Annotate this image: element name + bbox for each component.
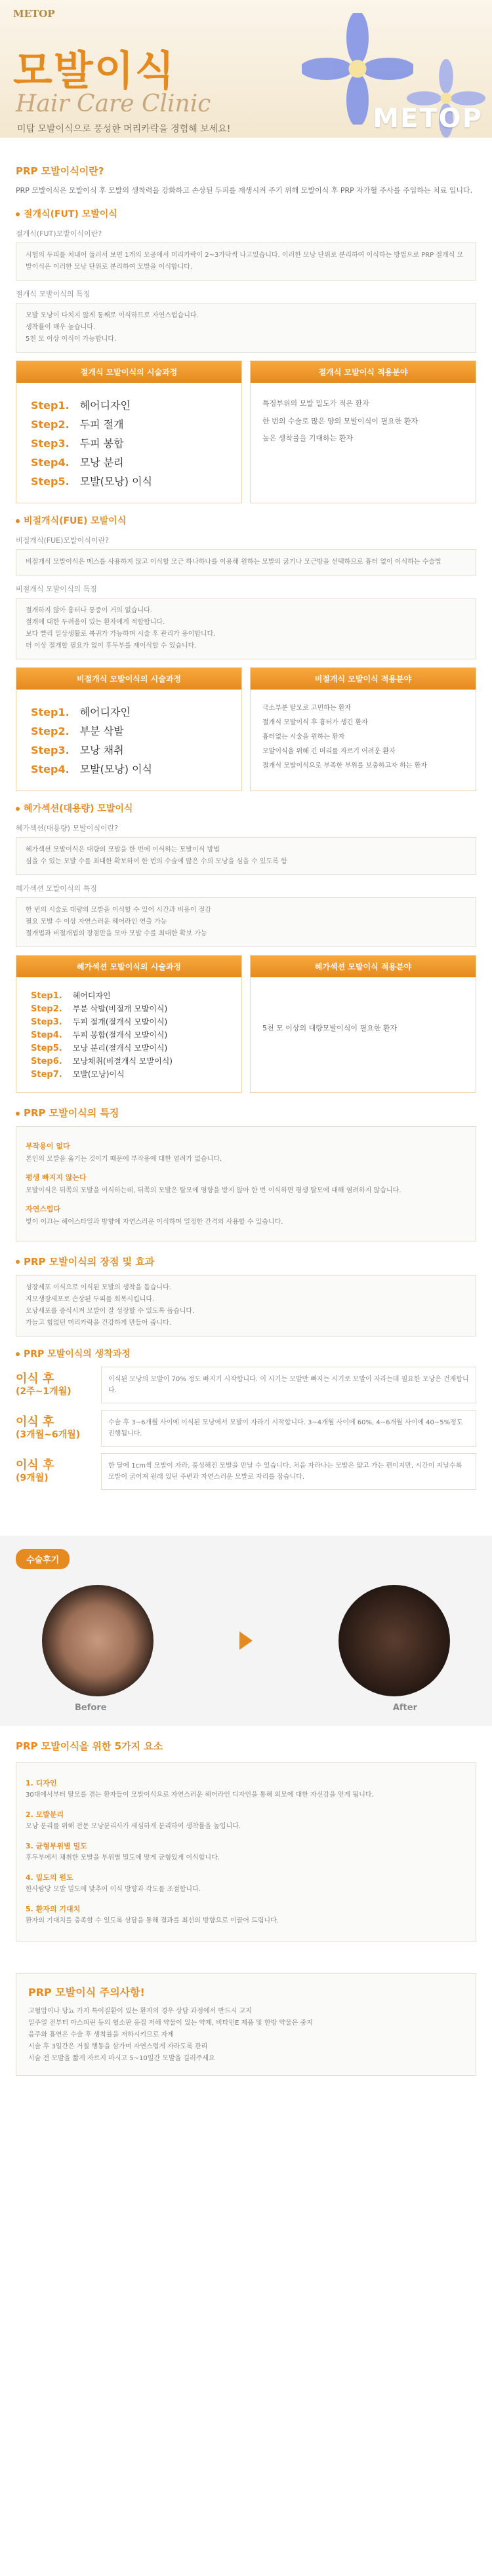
step-num: Step4.	[31, 1030, 62, 1041]
step	[31, 416, 227, 431]
step	[31, 435, 227, 450]
bullet-icon	[16, 1112, 20, 1116]
step	[31, 1068, 227, 1080]
bullet-icon	[16, 807, 20, 811]
step-num: Step3.	[31, 437, 70, 450]
timeline-range: (2주~1개월)	[16, 1386, 72, 1397]
fue-recommend	[250, 667, 476, 791]
list-item: 흉터없는 시술을 원하는 환자	[262, 733, 345, 741]
fut-heading-text: 절개식(FUT) 모발이식	[24, 209, 117, 220]
step-num: Step4.	[31, 456, 70, 469]
page-title: 모발이식	[13, 47, 176, 94]
step-num: Step7.	[31, 1070, 62, 1080]
list-item: 생착률이 매우 높습니다.	[26, 324, 96, 332]
timeline-label: 이식 후	[16, 1415, 54, 1430]
step	[31, 1042, 227, 1053]
mega-recommend-list	[251, 977, 476, 1050]
prp-adv-box	[16, 1275, 476, 1337]
list-item: 모낭세포를 증식시켜 모발이 잘 성장할 수 있도록 돕습니다.	[26, 1307, 195, 1315]
fue-panels	[16, 667, 476, 791]
review-images	[42, 1585, 450, 1696]
element-item	[26, 1871, 466, 1895]
step-label: 모낭 분리	[79, 456, 124, 469]
page-subtitle: Hair Care Clinic	[16, 90, 211, 117]
list-item: 더 이상 절개할 필요가 없이 후두부를 재이식할 수 있습니다.	[26, 642, 197, 650]
logo[interactable]: METOP	[13, 8, 55, 20]
hero-banner	[0, 0, 492, 138]
fut-recommend-list	[251, 383, 476, 460]
intro-text: PRP 모발이식은 모발이식 후 모발의 생착력을 강화하고 손상된 두피를 재생시켜 주기 위해 모발이식 후 PRP 자가혈 주사를 주입하는 치료 입니다.	[16, 186, 473, 195]
list-item: 필요 모발 수 이상 자연스러운 헤어라인 연출 가능	[26, 918, 167, 926]
step-num: Step5.	[31, 1044, 62, 1054]
intro-heading: PRP 모발이식이란?	[16, 165, 104, 177]
step-label: 두피 절개(절개식 모발이식)	[72, 1017, 168, 1027]
fut-steps	[16, 383, 241, 503]
feature	[26, 1171, 466, 1196]
list-item: 절개식 모발이식 후 흉터가 생긴 환자	[262, 719, 368, 727]
list-item: 절개에 대한 두려움이 있는 환자에게 적합합니다.	[26, 619, 165, 627]
step-label: 부분 삭발	[79, 725, 124, 738]
list-item: 5천 모 이상의 대량모발이식이 필요한 환자	[262, 1024, 398, 1033]
feature-desc: 빛이 이끄는 헤어스타일과 방향에 자연스러운 이식하며 일정한 간격의 사용할 수 있습니다.	[26, 1218, 283, 1226]
mega-steps	[16, 977, 241, 1092]
fut-heading	[16, 207, 476, 220]
mega-feats	[16, 897, 476, 947]
list-item: 극소부분 탈모로 고민하는 환자	[262, 705, 352, 712]
list-item: 고혈압이나 당뇨 가지 특이질환이 있는 환자의 경우 상담 과정에서 반드시 고지	[28, 2007, 252, 2015]
after-label: After	[392, 1702, 417, 1713]
step	[31, 397, 227, 412]
after-image	[338, 1585, 450, 1696]
feature	[26, 1203, 466, 1228]
step-label: 모낭채취(비절개식 모발이식)	[72, 1057, 173, 1066]
timeline-text: 한 달에 1cm씩 모발이 자라, 풍성해진 모발을 만날 수 있습니다. 처음 자라나는 모발은 얇고 가는 편이지만, 시간이 지날수록 모발이 굵어져 원래 있던 주변과 자연스러운 모발로 자리를 잡습니다.	[101, 1453, 476, 1490]
list-item: 가늘고 힘없던 머리카락을 건강하게 만들어 줍니다.	[26, 1319, 171, 1327]
step-num: Step2.	[31, 1004, 62, 1015]
caution-heading: PRP 모발이식 주의사항!	[28, 1985, 145, 1999]
before-label: Before	[75, 1702, 107, 1713]
review-section	[0, 1536, 492, 1726]
step	[31, 704, 227, 719]
element-item	[26, 1808, 466, 1832]
step-num: Step5.	[31, 475, 70, 488]
step-num: Step4.	[31, 763, 70, 776]
element-title: 3. 균형부위별 밀도	[26, 1841, 87, 1850]
fue-desc: 비절개식 모발이식은 메스를 사용하지 않고 이식할 모근 하나하나를 이용해 원하는 모발의 굵기나 모근방을 선택하므로 흉터 없이 이식하는 수술법	[16, 549, 476, 576]
list-item: 절개법과 비절개법의 장점만을 모아 모발 수를 최대한 확보 가능	[26, 930, 207, 938]
prp-adv-heading	[16, 1255, 476, 1268]
step-label: 부분 삭발(비절개 모발이식)	[72, 1004, 168, 1014]
step-label: 모낭 분리(절개식 모발이식)	[72, 1044, 168, 1053]
step-label: 두피 봉합(절개식 모발이식)	[72, 1030, 168, 1040]
step-label: 모발(모낭)이식	[72, 1070, 125, 1080]
list-item: 시술 전 모발을 짧게 자르지 마시고 5~10일간 모발을 길러주세요	[28, 2054, 215, 2062]
step-label: 헤어디자인	[79, 706, 131, 719]
elements-box	[16, 1762, 476, 1942]
list-item: 성장세포 이식으로 이식된 모발의 생착을 돕습니다.	[26, 1283, 171, 1291]
fut-desc: 시험의 두피를 처내어 둘러서 보면 1개의 모공에서 머리카락이 2~3가닥씩 나고있습니다. 이러한 모낭 단위로 분리하여 이식하는 방법으로 PRP 절개식 모발이식은 이러한 모낭 단위로 분리하여 모발을 이식합니다.	[16, 243, 476, 281]
list-item: 한 번의 시술로 대량의 모발을 이식할 수 있어 시간과 비용이 절감	[26, 907, 211, 914]
fue-process-title: 비절개식 모발이식의 시술과정	[16, 668, 241, 690]
feature-title: 평생 빠지지 않는다	[26, 1173, 87, 1182]
feature-desc: 모발이식은 뒤쪽의 모발을 이식하는데, 뒤쪽의 모발은 탈모에 영향을 받지 않아 한 번 이식하면 평생 탈모에 대해 염려하지 않습니다.	[26, 1186, 401, 1194]
timeline-heading	[16, 1347, 476, 1360]
mega-desc: 혜가섹션 모발이식은 대량의 모발을 한 번에 이식하는 모발이식 방법 심을 수 있는 모발 수를 최대한 확보하여 한 번의 수술에 많은 수의 모낭을 심을 수 있도록 함	[16, 837, 476, 875]
bullet-icon	[16, 1352, 20, 1356]
mega-heading-text: 혜가섹션(대용량) 모발이식	[24, 804, 133, 815]
timeline-when	[16, 1372, 101, 1397]
page-desc: 미탑 모발이식으로 풍성한 머리카락을 경험해 보세요!	[17, 124, 231, 134]
element-desc: 모낭 분리를 위해 전문 모낭분리사가 세심하게 분리하여 생착률을 높입니다.	[26, 1822, 241, 1830]
list-item: 일주일 전부터 아스피린 등의 혈소판 응집 저해 약물이 있는 약제, 비타민E 제품 및 한방 약물은 중지	[28, 2019, 313, 2027]
fue-heading-text: 비절개식(FUE) 모발이식	[24, 516, 127, 527]
step-label: 헤어디자인	[79, 399, 131, 412]
main-content	[0, 138, 492, 1510]
fue-recommend-title: 비절개식 모발이식 적용분야	[251, 668, 476, 690]
element-item	[26, 1840, 466, 1864]
feature-desc: 본인의 모발을 옮기는 것이기 때문에 부작용에 대한 염려가 없습니다.	[26, 1156, 222, 1163]
step	[31, 723, 227, 738]
mega-recommend-title: 혜가섹션 모발이식 적용분야	[251, 956, 476, 977]
step-num: Step2.	[31, 418, 70, 431]
element-title: 5. 환자의 기대치	[26, 1904, 81, 1913]
fut-feat-label: 절개식 모발이식의 특징	[16, 290, 91, 299]
timeline-row	[16, 1453, 476, 1490]
element-desc: 환자의 기대치를 충족할 수 있도록 상담을 통해 결과를 최선의 방향으로 이끌어 드립니다.	[26, 1917, 279, 1924]
mega-process	[16, 955, 242, 1093]
step	[31, 454, 227, 469]
fut-recommend-title: 절개식 모발이식 적용분야	[251, 361, 476, 383]
list-item: 절개하지 않아 흉터나 통증이 거의 없습니다.	[26, 607, 152, 615]
list-item: 5천 모 이상 이식이 가능합니다.	[26, 336, 117, 343]
step-num: Step2.	[31, 725, 70, 738]
step	[31, 1029, 227, 1040]
timeline-text: 수술 후 3~6개월 사이에 이식된 모낭에서 모발이 자라기 시작합니다. 3~4개월 사이에 60%, 4~6개월 사이에 40~5%정도 진행됩니다.	[101, 1410, 476, 1447]
fue-feat-label: 비절개식 모발이식의 특징	[16, 585, 97, 594]
element-title: 4. 밀도의 원도	[26, 1873, 73, 1882]
fue-feats	[16, 598, 476, 659]
arrow-right-icon	[239, 1631, 253, 1650]
mega-panels	[16, 955, 476, 1093]
bullet-icon	[16, 1260, 20, 1264]
list-item: 절개식 모발이식으로 부족한 부위를 보충하고자 하는 환자	[262, 762, 427, 770]
caution-section	[16, 1973, 476, 2076]
element-item	[26, 1777, 466, 1801]
list-item: 모발이식을 위해 긴 머리를 자르기 어려운 환자	[262, 748, 396, 756]
element-item	[26, 1903, 466, 1926]
fue-question: 비절개식(FUE)모발이식이란?	[16, 536, 110, 545]
list-item: 높은 생착률을 기대하는 환자	[262, 434, 354, 443]
timeline-when	[16, 1415, 101, 1440]
fue-recommend-list	[251, 690, 476, 785]
fut-process	[16, 361, 242, 503]
fue-heading	[16, 514, 476, 527]
step-label: 모발(모낭) 이식	[79, 763, 152, 776]
step-num: Step1.	[31, 706, 70, 719]
timeline-row	[16, 1367, 476, 1403]
timeline-range: (3개월~6개월)	[16, 1430, 81, 1441]
mega-process-title: 혜가섹션 모발이식의 시술과정	[16, 956, 241, 977]
step-num: Step6.	[31, 1057, 62, 1067]
step-label: 모발(모낭) 이식	[79, 475, 152, 488]
bullet-icon	[16, 519, 20, 523]
fue-steps	[16, 690, 241, 790]
feature-title: 부작용이 없다	[26, 1142, 70, 1151]
list-item: 지모생장세포로 손상된 두피를 회복시킵니다.	[26, 1295, 155, 1303]
step-num: Step1.	[31, 399, 70, 412]
step-label: 모낭 채취	[79, 744, 124, 757]
step	[31, 1016, 227, 1027]
step	[31, 761, 227, 776]
fut-panels	[16, 361, 476, 503]
bullet-icon	[16, 212, 20, 216]
mega-question: 혜가섹션(대용량) 모발이식이란?	[16, 824, 119, 833]
element-desc: 후두부에서 채취한 모발을 부위별 밀도에 맞게 균형있게 이식합니다.	[26, 1854, 220, 1862]
step-label: 두피 절개	[79, 418, 124, 431]
list-item: 보다 빨리 일상생활로 복귀가 가능하며 시술 후 관리가 용이합니다.	[26, 631, 216, 638]
step-num: Step1.	[31, 991, 62, 1002]
footer-space	[0, 2096, 492, 2122]
step	[31, 473, 227, 488]
timeline-when	[16, 1458, 101, 1483]
mega-feat-label: 혜가섹션 모발이식의 특징	[16, 884, 97, 893]
step	[31, 1003, 227, 1014]
element-desc: 한사람당 모발 밀도에 맞추어 이식 방향과 각도를 조절합니다.	[26, 1885, 201, 1893]
elements-section	[0, 1726, 492, 1960]
prp-feat-heading-text: PRP 모발이식의 특징	[24, 1107, 119, 1120]
prp-feat-box	[16, 1126, 476, 1241]
timeline-range: (9개월)	[16, 1473, 49, 1484]
list-item: 음주와 흡연은 수술 후 생착률을 저하시키므로 자제	[28, 2031, 174, 2039]
fut-process-title: 절개식 모발이식의 시술과정	[16, 361, 241, 383]
step	[31, 1055, 227, 1066]
fut-recommend	[250, 361, 476, 503]
list-item: 특정부위의 모발 밀도가 적은 환자	[262, 399, 369, 408]
review-tag: 수술후기	[16, 1549, 70, 1569]
caution-list	[28, 2006, 464, 2065]
timeline-heading-text: PRP 모발이식의 생착과정	[24, 1348, 131, 1359]
timeline	[16, 1367, 476, 1490]
review-captions	[75, 1703, 417, 1713]
element-title: 2. 모발분리	[26, 1810, 64, 1819]
step-num: Step3.	[31, 1017, 62, 1028]
prp-adv-heading-text: PRP 모발이식의 장점 및 효과	[24, 1255, 155, 1268]
step-label: 두피 봉합	[79, 437, 124, 450]
step-label: 헤어디자인	[72, 991, 111, 1001]
fut-question: 절개식(FUT)모발이식이란?	[16, 229, 102, 239]
elements-heading: PRP 모발이식을 위한 5가지 요소	[16, 1740, 163, 1752]
timeline-text: 이식된 모낭의 모발이 70% 정도 빠지기 시작합니다. 이 시기는 모발만 빠지는 시기로 모발이 자라는데 필요한 모낭은 건재합니다.	[101, 1367, 476, 1403]
step-num: Step3.	[31, 744, 70, 757]
step	[31, 742, 227, 757]
feature	[26, 1140, 466, 1165]
mega-heading	[16, 802, 476, 815]
fue-process	[16, 667, 242, 791]
timeline-row	[16, 1410, 476, 1447]
feature-title: 자연스럽다	[26, 1204, 61, 1213]
timeline-label: 이식 후	[16, 1458, 54, 1473]
step	[31, 990, 227, 1001]
list-item: 모발 모낭이 다치지 않게 통째로 이식하므로 자연스럽습니다.	[26, 312, 199, 320]
list-item: 시술 후 3일간은 거칠 행동을 삼가며 자연스럽게 자라도록 관리	[28, 2042, 208, 2050]
element-desc: 30대에서부터 탈모를 겪는 환자들이 모발이식으로 자연스러운 헤어라인 디자인을 통해 외모에 대한 자신감을 얻게 됩니다.	[26, 1791, 374, 1799]
brand-text: METOP	[373, 104, 483, 134]
prp-feat-heading	[16, 1106, 476, 1120]
before-image	[42, 1585, 154, 1696]
list-item: 한 번의 수술로 많은 양의 모발이식이 필요한 환자	[262, 416, 418, 425]
mega-recommend	[250, 955, 476, 1093]
element-title: 1. 디자인	[26, 1778, 57, 1787]
timeline-label: 이식 후	[16, 1372, 54, 1386]
fut-feats	[16, 303, 476, 353]
